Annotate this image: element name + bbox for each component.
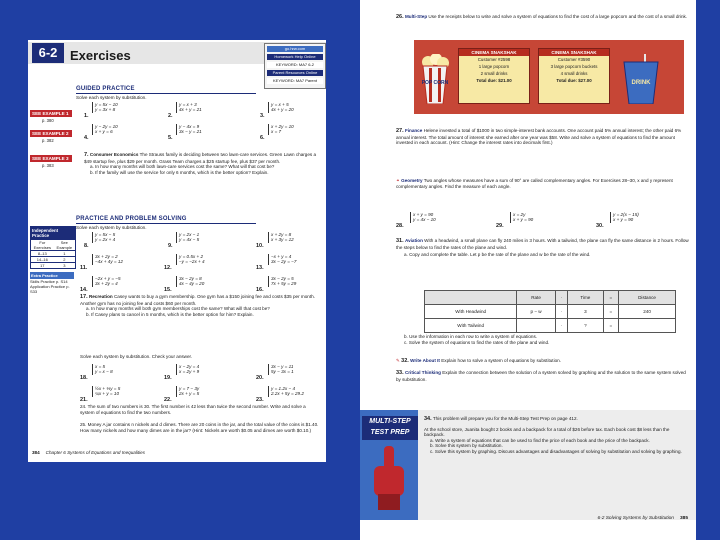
exercise-14: 14. bbox=[80, 287, 88, 293]
equation-system: −x + y = 4 3x − 2y = −7 bbox=[268, 254, 296, 265]
section-practice: PRACTICE AND PROBLEM SOLVING bbox=[76, 216, 187, 222]
exercise-12: 12. bbox=[164, 265, 172, 271]
exercise-27: 27. Finance Helene invested a total of $1000 in two simple-interest bank accounts. One account paid 5% annual interest; the other paid 6% annual interest. The total amount of interest she earned after one year was $58. Write and solve a system of equations to find the amount invested in each account. (Hint: Change the interest rates into decimals first.) bbox=[396, 128, 682, 146]
equation-system: y − 2y = 10 x + y = 6 bbox=[92, 124, 118, 135]
gohrw-keyword: KEYWORD: MA7 6-2 bbox=[267, 62, 323, 68]
equation-system: y = 2(x − 15) x + y = 90 bbox=[610, 212, 639, 223]
equation-system: x = 2y x + y = 90 bbox=[510, 212, 533, 223]
exercise-28: 28. bbox=[396, 223, 404, 229]
instructions: Solve each system by substitution. bbox=[76, 95, 147, 100]
exercise-18: 18. bbox=[80, 375, 88, 381]
independent-practice-box: Independent Practice For Exercises See Example 8–13 1 14–16 2 17 3 bbox=[30, 226, 76, 269]
equation-system: 3x − 2y = 8 4x − 4y = 20 bbox=[176, 276, 204, 287]
exercise-16: 16. bbox=[256, 287, 264, 293]
equation-system: y = x + 3 4x + y = 21 bbox=[176, 102, 202, 113]
exercise-33: 33. Critical Thinking Explain the connection between the solution of a system solved by graphing and the solution to the same system solved by substitution. bbox=[396, 370, 686, 382]
receipts-photo bbox=[414, 40, 684, 114]
right-page bbox=[360, 0, 696, 540]
equation-system: x = 5 y = x − 8 bbox=[92, 364, 113, 375]
equation-system: x − 2y = 4 x = 2y + 9 bbox=[176, 364, 199, 375]
exercise-10: 10. bbox=[256, 243, 264, 249]
multi-step-test-prep bbox=[360, 410, 696, 520]
exercise-31: 31. Aviation With a headwind, a small plane can fly 240 miles in 3 hours. With a tailwind, the plane can fly the same distance in 2 hours. Follow the steps below to find the rates of the plane and wind. a. Copy and complete the table. Let p be the rate of the plane and w be the rate of the wind. bbox=[396, 238, 689, 258]
gohrw-parent-keyword: KEYWORD: MA7 Parent bbox=[267, 78, 323, 84]
exercise-19: 19. bbox=[164, 375, 172, 381]
pencil-icon: ✎ bbox=[396, 358, 400, 363]
drink-cup-icon bbox=[618, 54, 664, 104]
table-row: With Tailwind · ? = bbox=[425, 319, 676, 333]
equation-system: 3x + 2y = 2 −4x + 4y = 12 bbox=[92, 254, 123, 265]
exercise-15: 15. bbox=[164, 287, 172, 293]
instructions: Solve each system by substitution. bbox=[76, 225, 147, 230]
popcorn-icon bbox=[420, 54, 450, 104]
page-title: Exercises bbox=[70, 48, 131, 63]
exercise-1: 1. bbox=[84, 113, 89, 119]
page-ref-1: p. 380 bbox=[42, 118, 54, 123]
see-example-1[interactable]: SEE EXAMPLE 1 bbox=[30, 110, 72, 117]
page-ref-3: p. 383 bbox=[42, 163, 54, 168]
popcorn-label: POP CORN bbox=[421, 80, 449, 86]
exercise-7: 7. Consumer Economics The Strauss family is deciding between two lawn-care services. Green Lawn charges a $49 startup fee, plus $29 per month. Grass Team charges a $25 startup fee, plus $37 per month. a. In how many months will both lawn-care services cost the same? What will that cost be? b. If the family will use the service for only 6 months, which is the better option? Explain. bbox=[84, 152, 317, 175]
drink-label: DRINK bbox=[631, 80, 651, 86]
receipt-1: CINEMA SNAKSHAK Customer #2598 1 large popcorn 2 small drinks Total due: $21.00 bbox=[458, 48, 530, 104]
equation-system: y = 7 − 3y 2x + y = 5 bbox=[176, 386, 199, 397]
left-page bbox=[28, 40, 326, 462]
exercise-21: 21. bbox=[80, 397, 88, 403]
equation-system: y = 0.5x + 2 −y = −2x + 4 bbox=[176, 254, 205, 265]
equation-system: y − 4x = 9 3x − y = 21 bbox=[176, 124, 202, 135]
table-header-row: Rate · Time = Distance bbox=[425, 291, 676, 305]
table-row: With Headwind p − w · 3 = 240 bbox=[425, 305, 676, 319]
equation-system: x + y = 90 y = 4x − 10 bbox=[410, 212, 436, 223]
lesson-badge: 6-2 bbox=[32, 43, 64, 63]
extra-practice-skills: Skills Practice p. S14 bbox=[30, 279, 68, 284]
foam-finger-icon bbox=[370, 446, 408, 510]
equation-system: y = 5x − 5 y = 2x + 4 bbox=[92, 232, 115, 243]
exercise-23: 23. bbox=[256, 397, 264, 403]
exercise-20: 20. bbox=[256, 375, 264, 381]
gohrw-box[interactable] bbox=[264, 43, 326, 89]
gohrw-link[interactable]: go.hrw.com bbox=[267, 46, 323, 52]
divider bbox=[76, 93, 256, 94]
equation-system: x + 2y = 8 x + 3y = 12 bbox=[268, 232, 294, 243]
link-icon: ⚭ bbox=[396, 178, 400, 183]
equation-system: y = 2x − 1 y = 4x − 5 bbox=[176, 232, 199, 243]
see-example-2[interactable]: SEE EXAMPLE 2 bbox=[30, 130, 72, 137]
see-example-3[interactable]: SEE EXAMPLE 3 bbox=[30, 155, 72, 162]
equation-system: x + 2y = 10 x = 7 bbox=[268, 124, 294, 135]
gohrw-homework[interactable]: Homework Help Online bbox=[267, 54, 323, 60]
equation-system: ½x + ⅓y = 5 ¼x + y = 10 bbox=[92, 386, 120, 397]
exercise-31-parts: b. Use the information in each row to write a system of equations. c. Solve the system of equations to find the rates of the plane and wind. bbox=[404, 334, 550, 345]
exercise-8: 8. bbox=[84, 243, 89, 249]
equation-system: 3x − 2y = 5 7x + 5y = 29 bbox=[268, 276, 296, 287]
equation-system: y = 1.2x − 4 2.2x + 5y = 29.2 bbox=[268, 386, 304, 397]
exercise-2: 2. bbox=[168, 113, 173, 119]
exercise-29: 29. bbox=[496, 223, 504, 229]
extra-practice-box[interactable] bbox=[30, 272, 74, 294]
exercise-17: 17. Recreation Casey wants to buy a gym membership. One gym has a $150 joining fee and costs $35 per month. Another gym has no joining fee and costs $60 per month. a. In how many months will both gym memberships cost the same? What will that cost be? b. If Casey plans to cancel in 5 months, which is the better option for him? Explain. bbox=[80, 294, 315, 317]
exercise-34: 34. This problem will prepare you for the Multi-Step Test Prep on page 412. At the school store, Juanita bought 2 books and a backpack for a total of $26 before tax. Each book cost $8 less than the backpack. a. Write a system of equations that can be used to find the price of each book and the price of the backpack. b. Solve this system by substitution. c. Solve this system by graphing. Discuss advantages and disadvantages of solving by substitution and solving by graphing. bbox=[424, 416, 682, 454]
page-footer: 6-2 Solving Systems by Substitution 385 bbox=[597, 516, 688, 521]
gohrw-parent[interactable]: Parent Resources Online bbox=[267, 70, 323, 76]
instructions-check: Solve each system by substitution. Check your answer. bbox=[80, 354, 193, 359]
exercise-13: 13. bbox=[256, 265, 264, 271]
exercise-3: 3. bbox=[260, 113, 265, 119]
exercise-25: 25. Money A jar contains n nickels and d dimes. There are 20 coins in the jar, and the total value of the coins is $1.40. How many nickels and how many dimes are in the jar? (Hint: Nickels are worth $0.05 and dimes are worth $0.10.) bbox=[80, 422, 319, 433]
equation-system: 3x − y = 11 5y − 3x = 1 bbox=[268, 364, 294, 375]
equation-system: y = x + 5 4x + y = 20 bbox=[268, 102, 294, 113]
extra-practice-heading: Extra Practice bbox=[30, 272, 74, 279]
exercise-26: 26. Multi-Step Use the receipts below to write and solve a system of equations to find the cost of a large popcorn and the cost of a small drink. bbox=[396, 14, 688, 20]
section-guided: GUIDED PRACTICE bbox=[76, 86, 135, 92]
extra-practice-application: Application Practice p. S33 bbox=[30, 284, 70, 294]
exercise-30: 30. bbox=[596, 223, 604, 229]
exercise-22: 22. bbox=[164, 397, 172, 403]
exercise-11: 11. bbox=[80, 265, 88, 271]
geometry-intro: ⚭ Geometry Two angles whose measures have a sum of 90° are called complementary angles. For Exercises 28–30, x and y represent complementary angles. Find the measure of each angle. bbox=[396, 178, 673, 189]
receipt-2: CINEMA SNAKSHAK Customer #3590 3 large popcorn buckets 4 small drinks Total due: $27.00 bbox=[538, 48, 610, 104]
exercise-24: 24. The sum of two numbers is 30. The first number is 42 less than twice the second number. Write and solve a system of equations to find the two numbers. bbox=[80, 404, 306, 415]
test-prep-logo: MULTI-STEP TEST PREP bbox=[360, 410, 418, 520]
divider bbox=[76, 223, 256, 224]
exercise-9: 9. bbox=[168, 243, 173, 249]
rate-table bbox=[424, 290, 676, 333]
exercise-32: ✎ 32. Write About It Explain how to solve a system of equations by substitution. bbox=[396, 358, 561, 364]
page-footer: 384 Chapter 6 Systems of Equations and Inequalities bbox=[32, 450, 146, 455]
exercise-6: 6. bbox=[260, 135, 265, 141]
equation-system: −2x + y = −5 3x + 2y = 4 bbox=[92, 276, 121, 287]
page-ref-2: p. 382 bbox=[42, 138, 54, 143]
equation-system: y = 5x − 10 y = 3x + 8 bbox=[92, 102, 118, 113]
exercise-5: 5. bbox=[168, 135, 173, 141]
exercise-4: 4. bbox=[84, 135, 89, 141]
independent-practice-heading: Independent Practice bbox=[31, 227, 75, 239]
